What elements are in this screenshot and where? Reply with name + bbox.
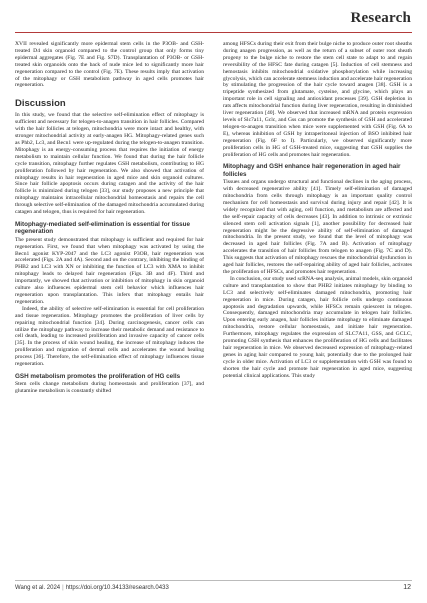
citation-text: Wang et al. 2024 <box>15 585 61 591</box>
discussion-heading: Discussion <box>15 98 66 110</box>
doi-link[interactable]: https://doi.org/10.34133/research.0433 <box>65 585 169 591</box>
header-rule <box>15 32 412 33</box>
paragraph-gsh-metabolism: Stem cells change metabolism during homeostasis and proliferation [37], and glutamine metabolism is constantly shifted <box>15 381 204 395</box>
journal-name: Research <box>350 10 411 26</box>
paragraph-aged-follicles-1: Tissues and organs undergo structural and functional declines in the aging process, with decreased regenerative ability [41]. Timely self-elimination of damaged mitochondria from cells through mitophagy is an important quality control mechanism for cell homeostasis and survival during injury and repair [42]. It is widely recognized that with aging, cell function, and metabolism are affected and the self-repair capacity of cells decreases [43]. In addition to intrinsic or extrinsic silenced stem cell activation signals [1], another possibility for decreased hair regeneration might be the degressive ability of self-elimination of damaged mitochondria. In the present study, we found that the level of mitophagy was decreased in aged hair follicles (Fig. 7A and B). Activation of mitophagy accelerates the transition of hair follicles from telogen to anagen (Fig. 7C and D). This suggests that activation of mitophagy rescues the mitochondrial dysfunction in aged hair follicles, restores the self-repairing ability of aged hair follicles, activates the proliferation of HFSCs, and promotes hair regeneration. <box>223 179 412 275</box>
subheading-aged-follicles: Mitophagy and GSH enhance hair regeneration in aged hair follicles <box>223 163 401 178</box>
paragraph-discussion: In this study, we found that the selective self-elimination effect of mitophagy is sufficient and necessary for telogen-to-anagen transition in hair follicles. Compared with the hair follicles at telogen, mitochondria were more intact and healthy, with stronger mitochondrial activity at early-anagen HG. Mitophagy-related genes such as Phb2, Lc3, and Becn1 were up-regulated during the telogen-to-anagen transition. Mitophagy is an energy-consuming process that requires the initiation of energy metabolism to maintain cellular function. We found that during the hair follicle cycle transition, mitophagy further regulates GSH metabolism, contributing to HG proliferation followed by hair regeneration. We also showed that activation of mitophagy results in hair regeneration in aged mice and skin organoid cultures. Since hair follicle apoptosis occurs during catagen and the activity of the hair follicle is minimized during telogen [33], our study proposes a new principle that mitophagy maintains intracellular mitochondrial homeostasis and repairs the cell through selective self-elimination of the damaged mitochondria accumulated during catagen and telogen, thus is required for hair regeneration. <box>15 112 204 216</box>
paragraph-self-elimination-2: Indeed, the ability of selective self-elimination is essential for cell proliferation and tissue regeneration. Mitophagy promotes the proliferation of liver cells by repairing mitochondrial function [34]. During carcinogenesis, cancer cells can utilize the mitophagy pathway to increase their metabolic demand and resistance to cell death, leading to increased proliferation and invasive capacity of cancer cells [35]. In the process of skin wound healing, the increase of mitophagy induces the proliferation and migration of dermal cells and accelerates the wound healing process [36]. Therefore, the self-elimination effect of mitophagy influences tissue regeneration. <box>15 305 204 368</box>
paragraph-intro: XVII revealed significantly more epidermal stem cells in the P3OB- and GSH-treated D4 skin organoid compared to the control group that only forms tiny epidermal aggregates (Fig. 7E and Fig. S7D). Transplantation of P3OB- or GSH-treated skin organoids onto the back of nude mice led to significantly more hair regeneration compared to the control (Fig. 7E). These results imply that activation of the mitophagy or GSH metabolism pathway in aged cells promotes hair regeneration. <box>15 41 204 89</box>
left-column <box>15 41 204 395</box>
subheading-gsh-metabolism: GSH metabolism promotes the proliferation of HG cells <box>15 372 181 380</box>
paragraph-conclusion: In conclusion, our study used scRNA-seq analysis, animal models, skin organoid culture and transplantation to show that PHB2 initiates mitophagy by binding to LC3 and selectively self-eliminates damaged mitochondria, promoting hair regeneration in mice. During catagen, hair follicle cells undergo continuous apoptosis and degradation upwards, while HFSCs remain quiescent in telogen. Consequently, damaged mitochondria may accumulate in telogen hair follicles. Upon entering early anagen, hair follicles initiate mitophagy to eliminate damaged mitochondria, restore cellular homeostasis, and initiate hair regeneration. Furthermore, mitophagy regulates the expression of SLC7A11, GSS, and GCLC, promoting GSH synthesis that enhances the proliferation of HG cells and facilitates hair regeneration in mice. We observed decreased expression of mitophagy-related genes in aging hair compared to young hair, potentially due to the prolonged hair cycle in older mice. Activation of LC3 or supplementation with GSH was found to shorten the hair cycle and promote hair regeneration in aged mice, suggesting potential clinical applications. This study <box>223 275 412 379</box>
paragraph-gsh-continued: among HFSCs during their exit from their bulge niche to produce outer root sheaths during anagen progression, as well as the return of a subset of outer root sheath progeny to the bulge niche to restore the stem cell state to adapt to and regain reversibility of the HFSC fate during catagen [5]. Induction of cell stemness and hemostasis inhibits mitochondrial oxidative phosphorylation while increasing glycolysis, which can accelerate stemness induction and accelerate hair regeneration by stimulating the progression of the hair cycle toward anagen [38]. GSH is a tripeptide synthesized from glutamate, cysteine, and glycine, which plays an important role in cell signaling and antioxidant processes [39]. GSH depletion in rats affects mitochondrial function during liver regeneration, resulting in diminished liver regeneration [40]. We observed that increased mRNA and protein expression levels of Slc7a11, Gclc, and Gss can promote the synthesis of GSH and accelerated telogen-to-anagen transition when mice were supplemented with GSH (Fig. 6A to E), whereas inhibition of GSH by intraperitoneal injection of BSO inhibited hair regeneration (Fig. 6F to I). Particularly, we observed significantly more proliferation cells in HG of GSH-treated mice, suggesting that GSH supplies the proliferation of HG cells and promotes hair regeneration. <box>223 41 412 158</box>
footer-citation: Wang et al. 2024 | https://doi.org/10.34133/research.0433 <box>15 585 169 591</box>
footer-rule <box>15 580 412 581</box>
right-column <box>223 41 412 380</box>
subheading-self-elimination: Mitophagy-mediated self-elimination is essential for tissue regeneration <box>15 220 190 236</box>
paragraph-self-elimination-1: The present study demonstrated that mitophagy is sufficient and required for hair regeneration. First, we found that when mitophagy was activated by using the Becn1 agonist KYP-2047 and the LC3 agonist P3OB, hair regeneration was accelerated (Figs. 2A and 4A). Second and on the contrary, inhibiting the binding of PHB2 and LC3 with XN or inhibiting the function of LC3 with XMA to inhibit mitophagy leads to delayed hair regeneration (Figs. 3B and 4F). Third and importantly, we showed that activation or inhibition of mitophagy in skin organoid culture also influences epidermal stem cell behavior which influences hair regeneration upon transplantation. This infers that mitophagy entails hair regeneration. <box>15 236 204 305</box>
page-number: 12 <box>403 584 411 591</box>
